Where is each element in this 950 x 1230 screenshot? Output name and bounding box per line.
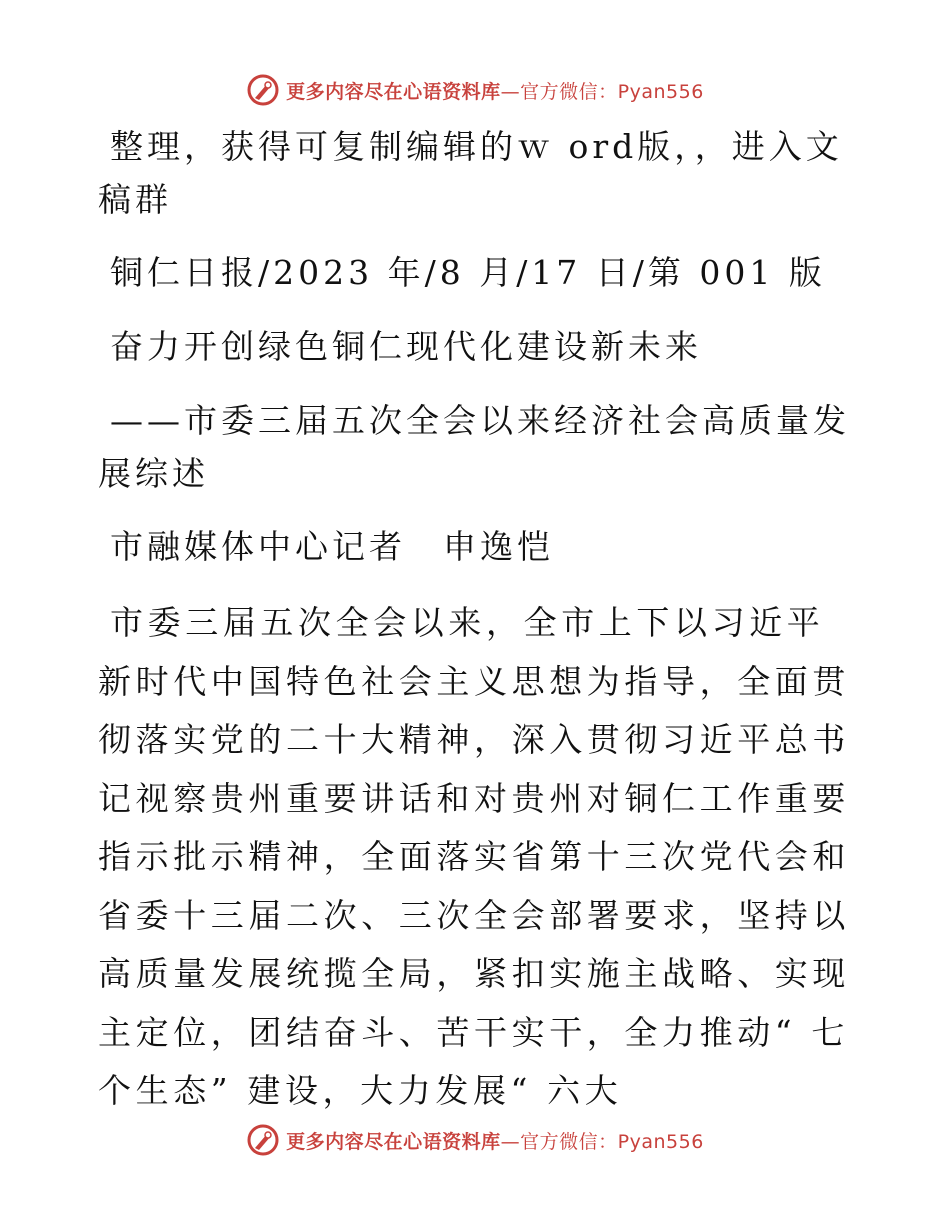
- watermark-text: [286, 77, 704, 104]
- watermark-separator: —: [500, 1130, 521, 1153]
- watermark-separator: —: [500, 80, 521, 103]
- byline: 市融媒体中心记者 申逸恺: [110, 527, 554, 566]
- watermark-header: [0, 70, 950, 110]
- watermark-footer: [0, 1120, 950, 1160]
- pen-nib-logo-icon: [246, 1123, 280, 1157]
- watermark-contact: 官方微信：Pyan556: [520, 80, 704, 103]
- article-title: 奋力开创绿色铜仁现代化建设新未来: [110, 327, 702, 366]
- source-line: 铜仁日报/2023 年/8 月/17 日/第 001 版: [110, 253, 826, 292]
- document-content: [98, 120, 850, 1141]
- watermark-text: [286, 1127, 704, 1154]
- intro-paragraph: 整理，获得可复制编辑的ｗ ord版，，进入文稿群: [98, 127, 843, 219]
- watermark-brand: 更多内容尽在心语资料库: [286, 80, 501, 103]
- pen-nib-logo-icon: [246, 73, 280, 107]
- body-paragraph: 市委三届五次全会以来，全市上下以习近平新时代中国特色社会主义思想为指导，全面贯彻落实党的二十大精神，深入贯彻习近平总书记视察贵州重要讲话和对贵州对铜仁工作重要指示批示精神，全面落实省第十三次党代会和省委十三届二次、三次全会部署要求，坚持以高质量发展统揽全局，紧扣实施主战略、实现主定位，团结奋斗、苦干实干，全力推动“ 七个生态” 建设，大力发展“ 六大: [98, 603, 850, 1110]
- watermark-brand: 更多内容尽在心语资料库: [286, 1130, 501, 1153]
- watermark-contact: 官方微信：Pyan556: [520, 1130, 704, 1153]
- article-subtitle: ——市委三届五次全会以来经济社会高质量发展综述: [98, 401, 850, 493]
